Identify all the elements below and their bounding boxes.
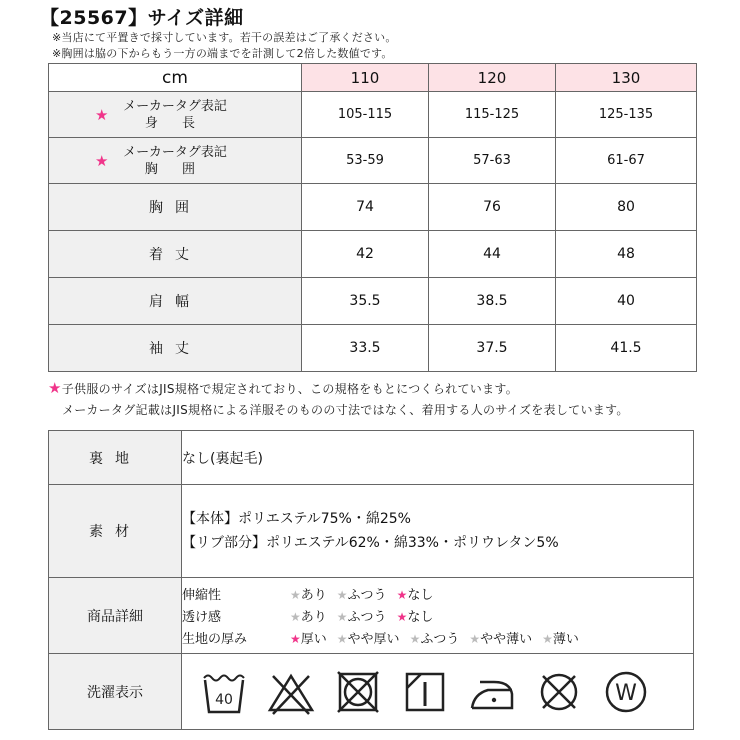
size-110-header: 110 bbox=[302, 64, 429, 92]
note-chest: ※胸囲は脇の下からもう一方の端までを計測して2倍した数値です。 bbox=[52, 47, 393, 60]
cell-value: 105-115 bbox=[302, 92, 429, 138]
detail-row-thickness bbox=[182, 627, 693, 649]
washing-icons-cell bbox=[182, 654, 694, 730]
detail-name: 透け感 bbox=[182, 610, 222, 625]
option-ari bbox=[290, 606, 327, 625]
star-icon: ★ bbox=[336, 588, 348, 602]
size-120-header: 120 bbox=[429, 64, 556, 92]
details-label: 商品詳細 bbox=[49, 578, 182, 654]
material-rib: 【リブ部分】ポリエステル62%・綿33%・ポリウレタン5% bbox=[182, 535, 559, 551]
table-row bbox=[49, 138, 697, 184]
option-text: やや厚い bbox=[347, 632, 400, 647]
option-ari bbox=[290, 584, 327, 603]
cell-value: 38.5 bbox=[429, 278, 556, 325]
cell-value: 42 bbox=[302, 231, 429, 278]
option-atsui bbox=[290, 628, 327, 647]
size-header-row bbox=[49, 64, 697, 92]
wet-clean-icon bbox=[602, 668, 650, 716]
size-130-header: 130 bbox=[556, 64, 697, 92]
material-value bbox=[182, 485, 694, 578]
option-text: あり bbox=[300, 610, 327, 625]
cell-value: 76 bbox=[429, 184, 556, 231]
wash-temp: 40 bbox=[215, 691, 233, 708]
star-icon: ★ bbox=[409, 632, 421, 646]
cell-value: 57-63 bbox=[429, 138, 556, 184]
footnote-jis bbox=[48, 379, 518, 397]
tag-label: メーカータグ表記 bbox=[123, 144, 227, 160]
option-text: なし bbox=[407, 588, 434, 603]
option-text: ふつう bbox=[347, 610, 387, 625]
table-row bbox=[49, 92, 697, 138]
detail-row-sheerness bbox=[182, 605, 693, 627]
table-row bbox=[49, 231, 697, 278]
star-icon: ★ bbox=[336, 632, 348, 646]
option-nashi bbox=[397, 584, 434, 603]
detail-row-stretch bbox=[182, 583, 693, 605]
detail-name: 生地の厚み bbox=[182, 632, 248, 647]
option-text: 薄い bbox=[552, 632, 579, 647]
row-label-height bbox=[49, 92, 302, 138]
table-row bbox=[49, 485, 694, 578]
star-icon: ★ bbox=[48, 379, 62, 397]
star-icon: ★ bbox=[469, 632, 481, 646]
row-label-chest-tag bbox=[49, 138, 302, 184]
line-dry-shade-icon bbox=[401, 668, 449, 716]
table-row bbox=[49, 184, 697, 231]
lining-value: なし(裏起毛) bbox=[182, 431, 694, 485]
no-dry-clean-icon bbox=[535, 668, 583, 716]
row-label: 身 長 bbox=[144, 115, 206, 131]
table-row bbox=[49, 654, 694, 730]
cell-value: 44 bbox=[429, 231, 556, 278]
row-label: 胸 囲 bbox=[144, 161, 206, 177]
option-text: 厚い bbox=[300, 632, 327, 647]
cell-value: 74 bbox=[302, 184, 429, 231]
spec-table bbox=[48, 430, 694, 730]
size-table bbox=[48, 63, 697, 372]
option-text: やや薄い bbox=[480, 632, 533, 647]
svg-text:W: W bbox=[615, 680, 637, 706]
option-text: ふつう bbox=[420, 632, 460, 647]
table-row bbox=[49, 578, 694, 654]
wash-40-icon bbox=[200, 668, 248, 716]
option-futsuu bbox=[337, 606, 387, 625]
cell-value: 37.5 bbox=[429, 325, 556, 372]
iron-low-icon bbox=[468, 668, 516, 716]
cell-value: 115-125 bbox=[429, 92, 556, 138]
row-label-chest: 胸囲 bbox=[49, 184, 302, 231]
star-icon: ★ bbox=[336, 610, 348, 624]
cell-value: 40 bbox=[556, 278, 697, 325]
cell-value: 80 bbox=[556, 184, 697, 231]
option-text: ふつう bbox=[347, 588, 387, 603]
option-nashi bbox=[397, 606, 434, 625]
cell-value: 53-59 bbox=[302, 138, 429, 184]
table-row bbox=[49, 325, 697, 372]
no-tumble-dry-icon bbox=[334, 668, 382, 716]
option-futsuu bbox=[337, 584, 387, 603]
washing-label: 洗濯表示 bbox=[49, 654, 182, 730]
star-icon: ★ bbox=[95, 105, 109, 124]
star-icon: ★ bbox=[95, 151, 109, 170]
material-body: 【本体】ポリエステル75%・綿25% bbox=[182, 511, 411, 527]
table-row bbox=[49, 278, 697, 325]
page-title: 【25567】サイズ詳細 bbox=[40, 7, 244, 29]
cell-value: 125-135 bbox=[556, 92, 697, 138]
cell-value: 33.5 bbox=[302, 325, 429, 372]
cell-value: 61-67 bbox=[556, 138, 697, 184]
star-icon: ★ bbox=[396, 588, 408, 602]
option-yaya-atsui bbox=[337, 628, 400, 647]
table-row bbox=[49, 431, 694, 485]
footnote-tag: メーカータグ記載はJIS規格による洋服そのものの寸法ではなく、着用する人のサイズを表しています。 bbox=[62, 403, 629, 417]
row-label-shoulder: 肩幅 bbox=[49, 278, 302, 325]
material-label: 素材 bbox=[49, 485, 182, 578]
detail-name: 伸縮性 bbox=[182, 588, 222, 603]
footnote-text: 子供服のサイズはJIS規格で規定されており、この規格をもとにつくられています。 bbox=[61, 382, 518, 396]
row-label-sleeve: 袖丈 bbox=[49, 325, 302, 372]
star-icon: ★ bbox=[542, 632, 553, 646]
row-label-length: 着丈 bbox=[49, 231, 302, 278]
tag-label: メーカータグ表記 bbox=[123, 98, 227, 114]
cell-value: 48 bbox=[556, 231, 697, 278]
option-text: なし bbox=[407, 610, 434, 625]
option-futsuu bbox=[410, 628, 460, 647]
star-icon: ★ bbox=[290, 610, 301, 624]
cell-value: 35.5 bbox=[302, 278, 429, 325]
option-text: あり bbox=[300, 588, 327, 603]
option-yaya-usui bbox=[469, 628, 532, 647]
unit-cell: cm bbox=[49, 64, 302, 92]
star-icon: ★ bbox=[290, 632, 301, 646]
washing-icons bbox=[182, 668, 693, 716]
lining-label: 裏地 bbox=[49, 431, 182, 485]
star-icon: ★ bbox=[396, 610, 408, 624]
no-bleach-icon bbox=[267, 668, 315, 716]
cell-value: 41.5 bbox=[556, 325, 697, 372]
star-icon: ★ bbox=[290, 588, 301, 602]
note-measure: ※当店にて平置きで採寸しています。若干の誤差はご了承ください。 bbox=[52, 31, 397, 44]
details-value bbox=[182, 578, 694, 654]
option-usui bbox=[542, 628, 579, 647]
